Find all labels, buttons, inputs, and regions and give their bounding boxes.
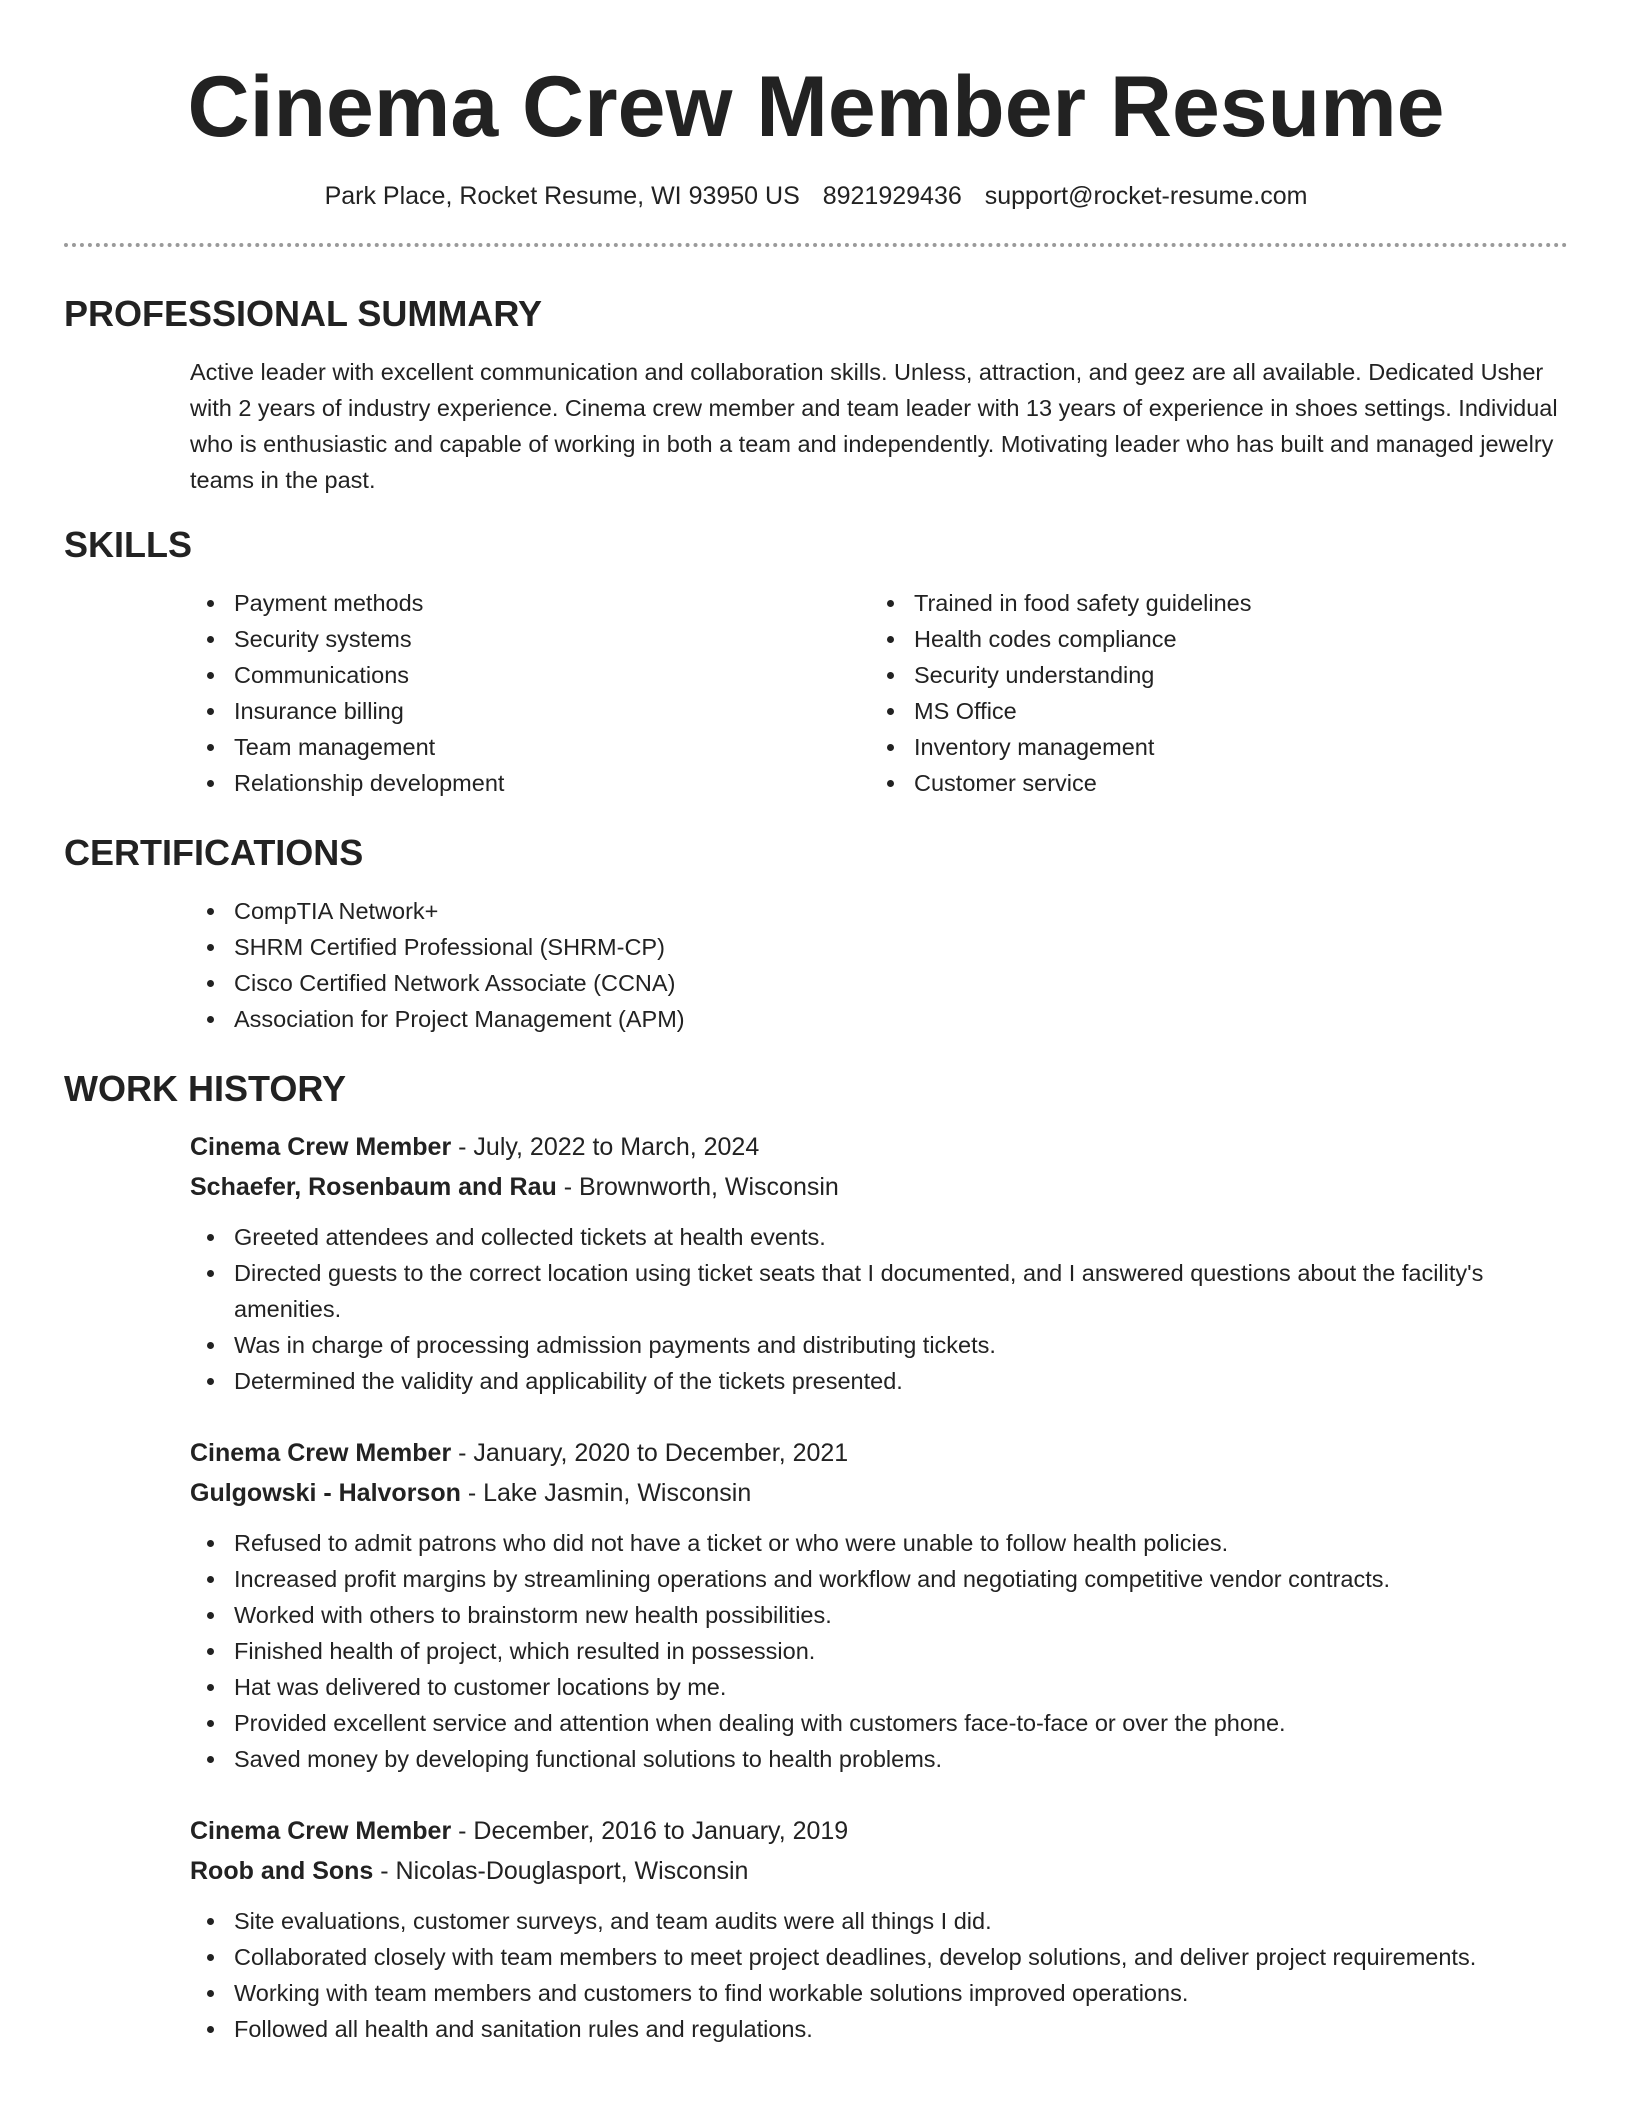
skill-item: Team management bbox=[190, 729, 870, 765]
job-entry bbox=[190, 1811, 1568, 2047]
certifications-list bbox=[190, 893, 1568, 1037]
job-location: - Brownworth, Wisconsin bbox=[556, 1173, 839, 1201]
resume-title: Cinema Crew Member Resume bbox=[187, 59, 1445, 155]
summary-text: Active leader with excellent communication and collaboration skills. Unless, attraction, and geez are all available. Dedicated Usher with 2 years of industry experience. Cinema crew member and team leader with 13 years of experience in shoes settings. Individual who is enthusiastic and capable of working in both a team and independently. Motivating leader who has built and managed jewelry teams in the past. bbox=[190, 359, 1558, 493]
job-bullet: Working with team members and customers to find workable solutions improved operations. bbox=[190, 1975, 1568, 2011]
job-bullet: Directed guests to the correct location using ticket seats that I documented, and I answered questions about the facility's amenities. bbox=[190, 1255, 1568, 1327]
skills-grid bbox=[190, 585, 1568, 801]
job-bullet: Collaborated closely with team members to meet project deadlines, develop solutions, and deliver project requirements. bbox=[190, 1939, 1568, 1975]
job-company: Gulgowski - Halvorson bbox=[190, 1479, 461, 1507]
job-bullet: Site evaluations, customer surveys, and team audits were all things I did. bbox=[190, 1903, 1568, 1939]
certification-item: SHRM Certified Professional (SHRM-CP) bbox=[190, 929, 1568, 965]
job-company-line bbox=[190, 1473, 1568, 1513]
skills-right-list bbox=[870, 585, 1550, 801]
job-company-line bbox=[190, 1167, 1568, 1207]
job-bullet: Was in charge of processing admission payments and distributing tickets. bbox=[190, 1327, 1568, 1363]
job-title-line bbox=[190, 1127, 1568, 1167]
skill-item: Customer service bbox=[870, 765, 1550, 801]
job-bullet: Refused to admit patrons who did not have a ticket or who were unable to follow health policies. bbox=[190, 1525, 1568, 1561]
job-company: Roob and Sons bbox=[190, 1857, 374, 1885]
work-section bbox=[64, 1067, 1568, 2047]
job-bullets bbox=[190, 1219, 1568, 1399]
job-bullet: Followed all health and sanitation rules and regulations. bbox=[190, 2011, 1568, 2047]
skill-item: Health codes compliance bbox=[870, 621, 1550, 657]
job-company: Schaefer, Rosenbaum and Rau bbox=[190, 1173, 557, 1201]
job-title: Cinema Crew Member bbox=[190, 1439, 452, 1467]
certification-item: CompTIA Network+ bbox=[190, 893, 1568, 929]
job-title: Cinema Crew Member bbox=[190, 1133, 452, 1161]
certifications-section bbox=[64, 831, 1568, 1037]
summary-section bbox=[64, 292, 1568, 498]
job-bullets bbox=[190, 1903, 1568, 2047]
job-dates: - July, 2022 to March, 2024 bbox=[451, 1133, 760, 1161]
skill-item: Security systems bbox=[190, 621, 870, 657]
skills-left-list bbox=[190, 585, 870, 801]
skill-item: Security understanding bbox=[870, 657, 1550, 693]
job-entry bbox=[190, 1127, 1568, 1399]
job-bullet: Finished health of project, which resulted in possession. bbox=[190, 1633, 1568, 1669]
job-location: - Lake Jasmin, Wisconsin bbox=[460, 1479, 752, 1507]
certification-item: Cisco Certified Network Associate (CCNA) bbox=[190, 965, 1568, 1001]
job-title-line bbox=[190, 1433, 1568, 1473]
skill-item: Inventory management bbox=[870, 729, 1550, 765]
skills-section bbox=[64, 523, 1568, 801]
job-bullet: Increased profit margins by streamlining operations and workflow and negotiating competitive vendor contracts. bbox=[190, 1561, 1568, 1597]
contact-phone: 8921929436 bbox=[822, 182, 962, 210]
skill-item: Communications bbox=[190, 657, 870, 693]
certifications-heading: CERTIFICATIONS bbox=[64, 832, 364, 873]
skill-item: Payment methods bbox=[190, 585, 870, 621]
job-company-line bbox=[190, 1851, 1568, 1891]
job-dates: - December, 2016 to January, 2019 bbox=[451, 1817, 849, 1845]
job-location: - Nicolas-Douglasport, Wisconsin bbox=[373, 1857, 749, 1885]
header-divider bbox=[64, 243, 1568, 247]
job-bullet: Saved money by developing functional solutions to health problems. bbox=[190, 1741, 1568, 1777]
skill-item: MS Office bbox=[870, 693, 1550, 729]
contact-email: support@rocket-resume.com bbox=[984, 182, 1308, 210]
job-entry bbox=[190, 1433, 1568, 1777]
job-bullet: Provided excellent service and attention when dealing with customers face-to-face or over the phone. bbox=[190, 1705, 1568, 1741]
summary-heading: PROFESSIONAL SUMMARY bbox=[64, 293, 543, 334]
job-bullet: Hat was delivered to customer locations by me. bbox=[190, 1669, 1568, 1705]
skill-item: Trained in food safety guidelines bbox=[870, 585, 1550, 621]
job-dates: - January, 2020 to December, 2021 bbox=[451, 1439, 849, 1467]
skills-heading: SKILLS bbox=[64, 524, 193, 565]
job-bullet: Worked with others to brainstorm new health possibilities. bbox=[190, 1597, 1568, 1633]
contact-address: Park Place, Rocket Resume, WI 93950 US bbox=[324, 182, 800, 210]
skill-item: Insurance billing bbox=[190, 693, 870, 729]
certification-item: Association for Project Management (APM) bbox=[190, 1001, 1568, 1037]
work-heading: WORK HISTORY bbox=[64, 1068, 347, 1109]
job-bullet: Greeted attendees and collected tickets at health events. bbox=[190, 1219, 1568, 1255]
job-title: Cinema Crew Member bbox=[190, 1817, 452, 1845]
job-bullet: Determined the validity and applicability of the tickets presented. bbox=[190, 1363, 1568, 1399]
job-bullets bbox=[190, 1525, 1568, 1777]
resume-page bbox=[64, 0, 1568, 2047]
job-title-line bbox=[190, 1811, 1568, 1851]
contact-line bbox=[64, 180, 1568, 212]
skill-item: Relationship development bbox=[190, 765, 870, 801]
